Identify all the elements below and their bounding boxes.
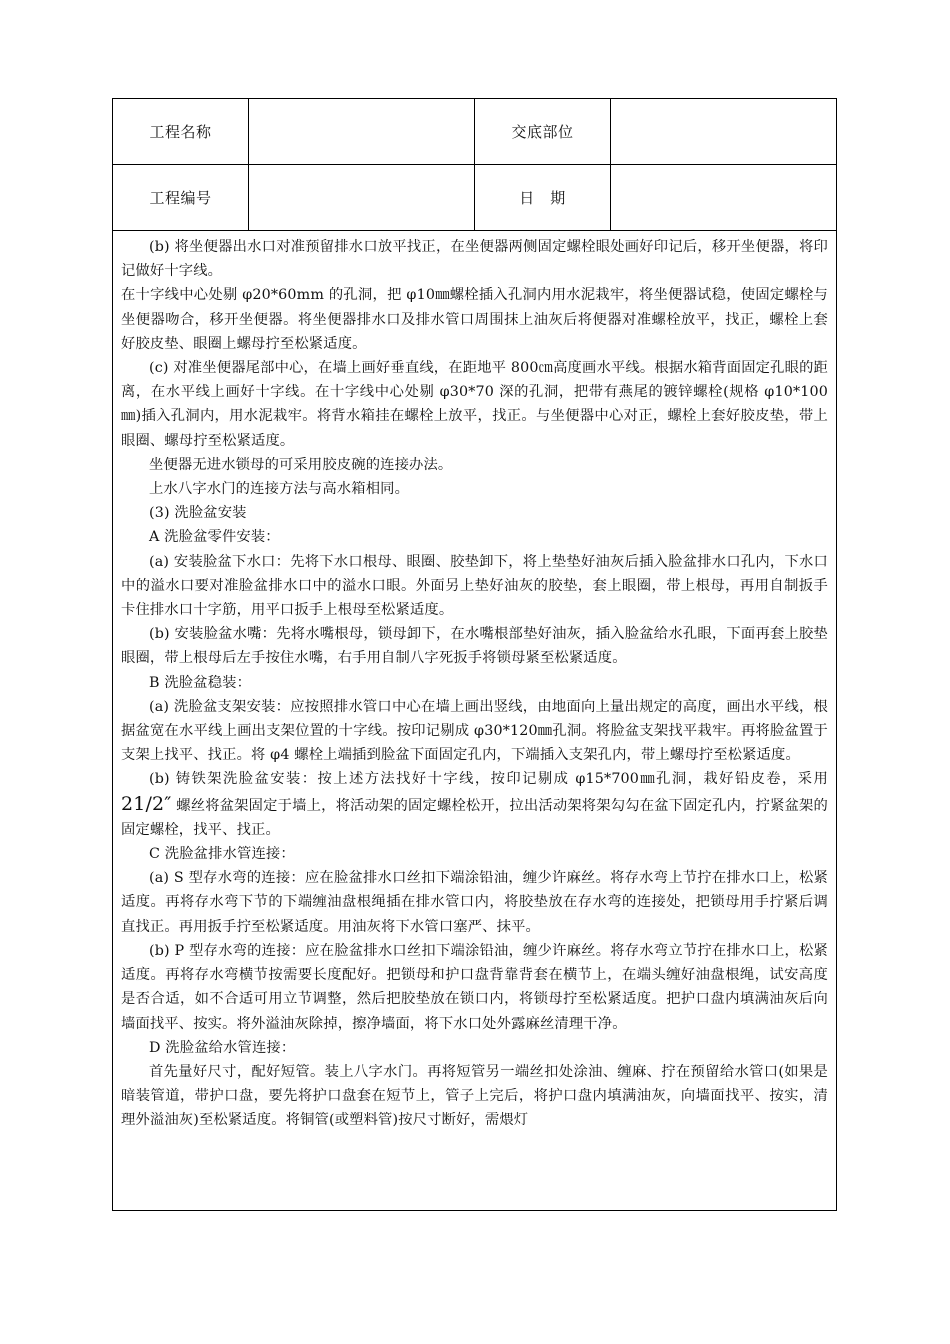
paragraph: 首先量好尺寸，配好短管。装上八字水门。再将短管另一端丝扣处涂油、缠麻、拧在预留给水管口(如果是暗装管道，带护口盘，要先将护口盘套在短节上，管子上完后，将护口盘内填满油灰，向墙面找平、按实，清理外溢油灰)至松紧适度。将铜管(或塑料管)按尺寸断好，需煨灯: [121, 1063, 828, 1129]
date-label: 日 期: [475, 165, 611, 230]
date-field[interactable]: [611, 165, 836, 230]
paragraph: (a) 洗脸盆支架安装：应按照排水管口中心在墙上画出竖线，由地面向上量出规定的高度，画出水平线，根据盆宽在水平线上画出支架位置的十字线。按印记剔成 φ30*120㎜孔洞。将脸盆支架找平栽牢。再将脸盆置于支架上找平、找正。将 φ4 螺栓上端插到脸盆下面固定孔内，下端插入支架孔内，带上螺母拧至松紧适度。: [121, 698, 828, 764]
paragraph: (b) 安装脸盆水嘴：先将水嘴根母，锁母卸下，在水嘴根部垫好油灰，插入脸盆给水孔眼，下面再套上胶垫眼圈，带上根母后左手按住水嘴，右手用自制八字死扳手将锁母紧至松紧适度。: [121, 626, 828, 667]
subsection-heading: C 洗脸盆排水管连接：: [149, 846, 295, 863]
project-name-label: 工程名称: [113, 99, 249, 164]
content-body: [113, 231, 836, 1212]
handover-part-field[interactable]: [611, 99, 836, 164]
paragraph: 上水八字水门的连接方法与高水箱相同。: [149, 481, 410, 498]
paragraph: [121, 767, 828, 842]
paragraph: (a) 安装脸盆下水口：先将下水口根母、眼圈、胶垫卸下，将上垫垫好油灰后插入脸盆排水口孔内，下水口中的溢水口要对准脸盆排水口中的溢水口眼。外面另上垫好油灰的胶垫，套上眼圈，带上根母，再用自制扳手卡住排水口十字筋，用平口扳手上根母至松紧适度。: [121, 553, 828, 619]
project-number-label: 工程编号: [113, 165, 249, 230]
paragraph-text: (b) 铸铁架洗脸盆安装：按上述方法找好十字线，按印记剔成 φ15*700㎜孔洞，栽好铅皮卷，采用: [149, 771, 828, 788]
subsection-heading: A 洗脸盆零件安装：: [149, 529, 280, 546]
paragraph: 坐便器无进水锁母的可采用胶皮碗的连接办法。: [149, 456, 453, 473]
handover-part-label: 交底部位: [475, 99, 611, 164]
paragraph: 在十字线中心处剔 φ20*60mm 的孔洞，把 φ10㎜螺栓插入孔洞内用水泥栽牢，将坐便器试稳，使固定螺栓与坐便器吻合，移开坐便器。将坐便器排水口及排水管口周围抹上油灰后将便器对准螺栓放平，找正，螺栓上套好胶皮垫、眼圈上螺母拧至松紧适度。: [121, 287, 828, 352]
section-heading: (3) 洗脸盆安装: [149, 505, 247, 522]
paragraph: (b) 将坐便器出水口对准预留排水口放平找正，在坐便器两侧固定螺栓眼处画好印记后，移开坐便器，将印记做好十字线。: [121, 239, 828, 280]
handover-form: [112, 98, 837, 1211]
subsection-heading: B 洗脸盆稳装：: [149, 674, 252, 691]
project-name-field[interactable]: [249, 99, 475, 164]
paragraph: (a) S 型存水弯的连接：应在脸盆排水口丝扣下端涂铅油，缠少许麻丝。将存水弯上节拧在排水口上，松紧适度。再将存水弯下节的下端缠油盘根绳插在排水管口内，将胶垫放在存水弯的连接处，把锁母用手拧紧后调直找正。再用扳手拧至松紧适度。用油灰将下水管口塞严、抹平。: [121, 870, 828, 935]
thread-size: 21/2″: [121, 792, 172, 815]
paragraph: (b) P 型存水弯的连接：应在脸盆排水口丝扣下端涂铅油，缠少许麻丝。将存水弯立节拧在排水口上，松紧适度。再将存水弯横节按需要长度配好。把锁母和护口盘背靠背套在横节上，在端头缠好油盘根绳，试安高度是否合适，如不合适可用立节调整，然后把胶垫放在锁口内，将锁母拧至松紧适度。把护口盘内填满油灰后向墙面找平、按实。将外溢油灰除掉，擦净墙面，将下水口处外露麻丝清理干净。: [121, 942, 828, 1032]
subsection-heading: D 洗脸盆给水管连接：: [149, 1039, 296, 1056]
paragraph: (c) 对准坐便器尾部中心，在墙上画好垂直线，在距地平 800㎝高度画水平线。根据水箱背面固定孔眼的距离，在水平线上画好十字线。在十字线中心处剔 φ30*70 深的孔洞，把带有燕尾的镀锌螺栓(规格 φ10*100㎜)插入孔洞内，用水泥栽牢。将背水箱挂在螺栓上放平，找正。与坐便器中心对正，螺栓上套好胶皮垫，带上眼圈、螺母拧至松紧适度。: [121, 360, 828, 449]
paragraph-text: 螺丝将盆架固定于墙上，将活动架的固定螺栓松开，拉出活动架将架勾勾在盆下固定孔内，拧紧盆架的固定螺栓，找平、找正。: [121, 797, 828, 838]
header-row-2: [113, 165, 836, 231]
project-number-field[interactable]: [249, 165, 475, 230]
header-row-1: [113, 99, 836, 165]
